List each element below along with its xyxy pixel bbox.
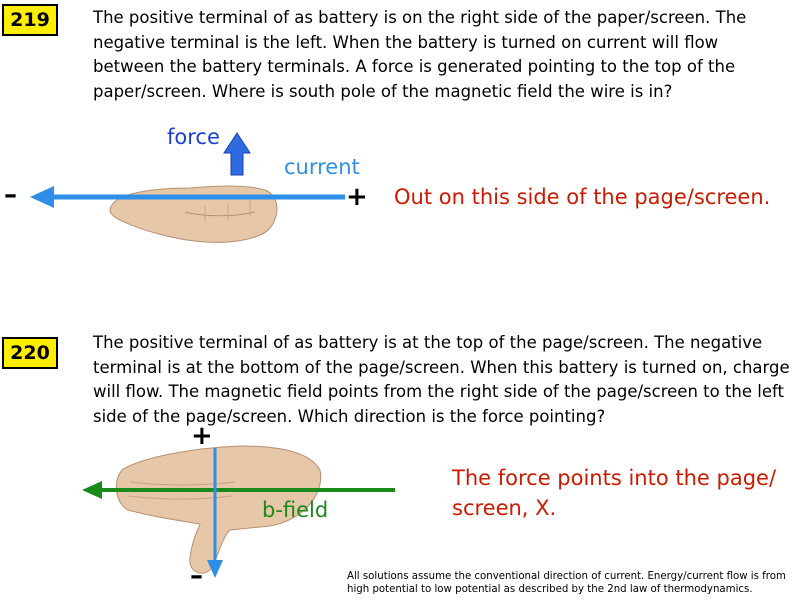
footnote: All solutions assume the conventional direction of current. Energy/current flow is from high potential to low potential as described by the 2nd law of thermodynamics. (347, 571, 786, 595)
bfield-arrow-head-220 (82, 481, 102, 499)
force-arrow-icon (224, 133, 250, 175)
bfield-label: b-field (262, 498, 329, 522)
problem-number-badge-220: 220 (2, 337, 58, 369)
question-text-220: The positive terminal of as battery is at the top of the page/screen. The negative terminal is at the bottom of the page/screen. When this battery is turned on, charge will flow. The magnetic field points from the right side of the page/screen to the left side of the page/screen. Which direction is the force pointing? (93, 333, 790, 426)
answer-text-220: The force points into the page/ screen, X. (452, 466, 777, 520)
problem-number-badge-219: 219 (2, 4, 58, 36)
current-arrow-head-219 (30, 186, 54, 208)
force-label: force (167, 125, 220, 149)
current-label: current (284, 155, 360, 179)
answer-text-219: Out on this side of the page/screen. (394, 185, 771, 209)
positive-terminal-sign-220: + (191, 421, 213, 451)
negative-terminal-sign-219: – (4, 180, 17, 210)
negative-terminal-sign-220: – (190, 561, 203, 591)
positive-terminal-sign-219: + (346, 182, 368, 212)
question-text-219: The positive terminal of as battery is on the right side of the paper/screen. The negative terminal is the left. When the battery is turned on current will flow between the battery terminals. A force is generated pointing to the top of the paper/screen. Where is south pole of the magnetic field the wire is in? (93, 8, 747, 101)
hand-image-219 (110, 186, 277, 242)
